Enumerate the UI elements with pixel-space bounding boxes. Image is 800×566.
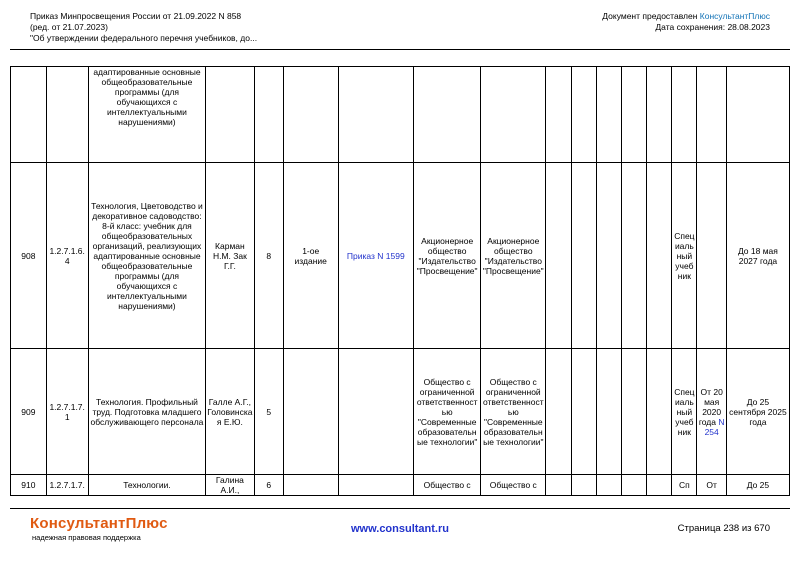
header-rule (10, 49, 790, 50)
edition-cell (283, 475, 338, 496)
validity-cell: До 25 сентября 2025 года (726, 349, 789, 475)
save-date: Дата сохранения: 28.08.2023 (655, 22, 770, 33)
provided-line (602, 11, 770, 22)
footer (10, 515, 790, 542)
textbook-type-cell: Сп (672, 475, 697, 496)
authors-cell (206, 67, 254, 163)
empty-cell (546, 349, 571, 475)
order-cell (338, 163, 414, 349)
textbook-title-cell: Технология, Цветоводство и декоративное садоводство: 8-й класс: учебник для общеобразовательных организаций, реализующих адаптированные основные общеобразовательные программы (для обучающихся с интеллектуальными нарушениями) (88, 163, 206, 349)
order-254-link[interactable]: N 254 (704, 416, 725, 437)
table-row-continuation (11, 67, 790, 163)
row-number-cell: 909 (11, 349, 47, 475)
authors-cell: Карман Н.М. Зак Г.Г. (206, 163, 254, 349)
authors-cell: Галина А.И., (206, 475, 254, 496)
empty-cell (647, 67, 672, 163)
textbook-type-cell: Специальный учебник (672, 349, 697, 475)
fpu-number-cell: 1.2.7.1.7.1 (46, 349, 88, 475)
row-number-cell (11, 67, 47, 163)
empty-cell (647, 163, 672, 349)
table-row-908 (11, 163, 790, 349)
document-title-line3: "Об утверждении федерального перечня учебников, до... (30, 33, 258, 44)
order-cell (338, 67, 414, 163)
page-number: Страница 238 из 670 (677, 523, 770, 534)
empty-cell (647, 475, 672, 496)
publisher-cell: Общество с (481, 475, 546, 496)
expertise-date-text: От 20 мая 2020 года (698, 386, 723, 427)
document-header (0, 0, 800, 49)
provided-info (602, 11, 770, 33)
empty-cell (621, 67, 646, 163)
textbook-type-cell (672, 67, 697, 163)
expertise-order-cell: От (697, 475, 726, 496)
validity-cell: До 18 мая 2027 года (726, 163, 789, 349)
order-1599-link[interactable]: Приказ N 1599 (346, 250, 405, 261)
empty-cell (647, 349, 672, 475)
empty-cell (571, 349, 596, 475)
row-number-cell: 910 (11, 475, 47, 496)
row-number-cell: 908 (11, 163, 47, 349)
edition-cell: 1-ое издание (283, 163, 338, 349)
authors-cell: Галле А.Г., Головинская Е.Ю. (206, 349, 254, 475)
validity-cell: До 25 (726, 475, 789, 496)
consultant-site-link[interactable]: www.consultant.ru (351, 522, 449, 535)
expertise-order-cell (697, 163, 726, 349)
table-row-909 (11, 349, 790, 475)
consultantplus-logo (30, 515, 351, 542)
publisher-cell: Акционерное общество "Издательство "Просвещение" (481, 163, 546, 349)
fpu-number-cell (46, 67, 88, 163)
empty-cell (596, 475, 621, 496)
textbook-type-cell: Специальный учебник (672, 163, 697, 349)
table-row-910 (11, 475, 790, 496)
empty-cell (621, 349, 646, 475)
textbooks-table (10, 66, 790, 496)
document-title-line1: Приказ Минпросвещения России от 21.09.2022 N 858 (30, 11, 242, 21)
order-cell (338, 349, 414, 475)
rights-holder-cell (414, 67, 481, 163)
order-cell (338, 475, 414, 496)
grade-cell: 6 (254, 475, 283, 496)
footer-rule (10, 508, 790, 509)
provided-label: Документ предоставлен (602, 11, 698, 21)
grade-cell (254, 67, 283, 163)
empty-cell (546, 475, 571, 496)
grade-cell: 8 (254, 163, 283, 349)
publisher-cell (481, 67, 546, 163)
empty-cell (596, 349, 621, 475)
empty-cell (621, 475, 646, 496)
document-info (30, 11, 257, 44)
rights-holder-cell: Общество с (414, 475, 481, 496)
expertise-order-cell (697, 349, 726, 475)
rights-holder-cell: Акционерное общество "Издательство "Просвещение" (414, 163, 481, 349)
fpu-number-cell: 1.2.7.1.6.4 (46, 163, 88, 349)
edition-cell (283, 349, 338, 475)
empty-cell (546, 67, 571, 163)
rights-holder-cell: Общество с ограниченной ответственностью "Современные образовательные технологии" (414, 349, 481, 475)
consultantplus-link[interactable]: КонсультантПлюс (699, 11, 770, 21)
empty-cell (571, 475, 596, 496)
validity-cell (726, 67, 789, 163)
empty-cell (546, 163, 571, 349)
edition-cell (283, 67, 338, 163)
empty-cell (621, 163, 646, 349)
document-title-line2: (ред. от 21.07.2023) (30, 22, 108, 33)
textbook-title-cell: Технологии. (88, 475, 206, 496)
logo-text: КонсультантПлюс (30, 515, 168, 532)
grade-cell: 5 (254, 349, 283, 475)
logo-slogan: надежная правовая поддержка (32, 533, 141, 542)
textbook-title-cell: адаптированные основные общеобразовательные программы (для обучающихся с интеллектуальными нарушениями) (88, 67, 206, 163)
fpu-number-cell: 1.2.7.1.7. (46, 475, 88, 496)
publisher-cell: Общество с ограниченной ответственностью "Современные образовательные технологии" (481, 349, 546, 475)
empty-cell (571, 67, 596, 163)
empty-cell (571, 163, 596, 349)
textbook-title-cell: Технология. Профильный труд. Подготовка младшего обслуживающего персонала (88, 349, 206, 475)
empty-cell (596, 67, 621, 163)
empty-cell (596, 163, 621, 349)
expertise-order-cell (697, 67, 726, 163)
